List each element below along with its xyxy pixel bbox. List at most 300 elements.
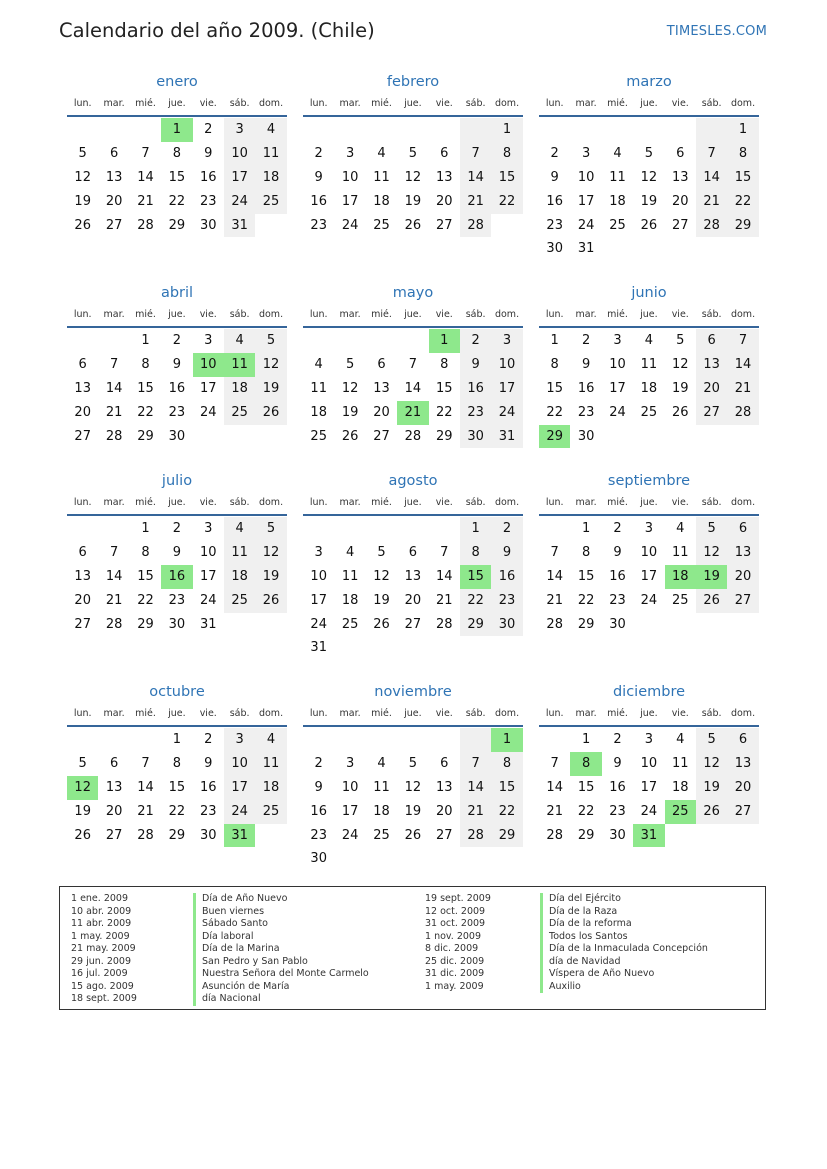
day-cell: 15 [168,169,186,185]
day-cell: 17 [341,193,359,209]
day-cell: 23 [609,592,626,608]
weekday-header [539,303,759,325]
day-cell: 22 [546,404,563,420]
day-empty [539,118,570,142]
month-julio [67,471,287,636]
day-cell: 10 [609,356,626,372]
day-cell: 17 [224,166,255,190]
day-cell: 4 [676,732,685,747]
weekday-label: mié. [607,496,628,508]
day-cell: 6 [408,544,417,560]
day-cell: 9 [613,755,622,771]
day-cell: 28 [546,827,563,843]
day-cell: 17 [577,193,595,209]
day-empty [570,118,601,142]
day-cell: 16 [199,169,217,185]
weekday-label: lun. [545,308,564,320]
holiday-day: 16 [161,565,192,589]
holiday-day: 15 [460,565,491,589]
day-cell: 25 [224,401,255,425]
day-cell: 19 [74,803,91,819]
day-empty [130,118,161,142]
day-cell: 20 [727,565,758,589]
day-cell: 29 [168,827,186,843]
day-empty [67,517,98,541]
day-cell: 2 [172,521,181,536]
day-cell: 3 [345,145,355,161]
day-cell: 19 [404,193,422,209]
day-cell: 18 [640,380,658,396]
weekday-header [67,92,287,114]
weekday-label: lun. [309,496,328,508]
day-cell: 14 [727,353,758,377]
day-cell: 17 [609,380,626,396]
legend-holiday-name: Sábado Santo [193,918,369,931]
holiday-day: 21 [397,401,428,425]
day-empty [539,728,570,752]
weekday-header [67,702,287,724]
day-grid [303,517,523,660]
weekday-label: vie. [199,496,217,508]
day-cell: 3 [314,544,323,560]
day-cell: 25 [255,800,286,824]
weekday-label: vie. [671,308,689,320]
day-cell: 2 [550,145,559,161]
day-cell: 24 [199,404,217,420]
day-empty [539,517,570,541]
day-cell: 15 [137,568,154,584]
month-noviembre [303,682,523,871]
header-divider [303,326,523,328]
day-cell: 19 [696,776,727,800]
day-cell: 28 [460,214,491,238]
day-cell: 24 [310,616,327,632]
day-cell: 21 [435,592,453,608]
day-cell: 13 [727,752,758,776]
day-cell: 14 [460,166,491,190]
day-cell: 6 [440,755,449,771]
day-cell: 26 [671,404,689,420]
weekday-label: dom. [258,496,284,508]
weekday-label: mar. [575,97,597,109]
day-cell: 8 [491,142,522,166]
day-cell: 1 [727,118,758,142]
day-cell: 2 [204,732,213,747]
legend-holiday-name: Víspera de Año Nuevo [540,968,708,981]
day-cell: 1 [141,521,150,536]
weekday-label: sáb. [701,496,722,508]
weekday-header [303,92,523,114]
weekday-label: jue. [640,308,658,320]
day-cell: 15 [727,166,758,190]
day-cell: 16 [168,380,186,396]
day-cell: 1 [460,517,491,541]
day-cell: 21 [727,377,758,401]
day-empty [429,517,460,541]
day-cell: 7 [460,752,491,776]
day-cell: 11 [224,541,255,565]
legend-dates-col-1 [71,893,137,1006]
day-empty [303,329,334,353]
weekday-label: jue. [404,707,422,719]
day-cell: 12 [640,169,658,185]
day-cell: 2 [460,329,491,353]
weekday-label: lun. [309,308,328,320]
legend-date: 8 dic. 2009 [425,943,479,954]
day-cell: 9 [550,169,559,185]
header-divider [67,514,287,516]
day-cell: 27 [696,401,727,425]
header-divider [67,326,287,328]
day-cell: 29 [137,616,154,632]
day-cell: 9 [172,356,181,372]
month-marzo [539,72,759,261]
day-cell: 26 [74,217,91,233]
day-cell: 1 [550,333,559,348]
day-cell: 22 [491,190,522,214]
weekday-label: dom. [494,97,520,109]
day-cell: 7 [727,329,758,353]
day-cell: 18 [609,193,626,209]
weekday-header [539,491,759,513]
day-cell: 31 [224,214,255,238]
day-cell: 25 [373,217,390,233]
day-cell: 13 [74,568,91,584]
month-agosto [303,471,523,660]
weekday-label: sáb. [465,308,486,320]
day-cell: 6 [78,356,87,372]
day-cell: 28 [727,401,758,425]
day-cell: 25 [341,616,359,632]
day-cell: 17 [640,779,658,795]
day-cell: 8 [172,755,181,771]
weekday-label: dom. [730,97,756,109]
day-empty [98,728,129,752]
day-cell: 20 [435,193,453,209]
day-cell: 30 [168,428,186,444]
day-cell: 24 [609,404,626,420]
legend-holiday-name: San Pedro y San Pablo [193,956,369,969]
day-cell: 13 [671,169,689,185]
day-cell: 25 [640,404,658,420]
legend-date: 16 jul. 2009 [71,968,128,979]
weekday-label: mar. [103,308,125,320]
day-cell: 2 [491,517,522,541]
legend-date: 1 nov. 2009 [425,930,481,942]
day-cell: 17 [199,568,217,584]
weekday-label: mar. [339,97,361,109]
weekday-label: vie. [671,707,689,719]
weekday-label: jue. [168,97,186,109]
day-empty [696,118,727,142]
day-cell: 24 [224,190,255,214]
day-cell: 2 [172,333,181,348]
day-cell: 23 [577,404,595,420]
day-cell: 28 [696,214,727,238]
day-cell: 24 [199,592,217,608]
day-cell: 26 [255,589,286,613]
month-name: junio [631,285,667,301]
weekday-label: mié. [371,707,392,719]
holiday-day: 19 [696,565,727,589]
day-cell: 28 [546,616,563,632]
day-cell: 27 [105,827,123,843]
day-empty [98,517,129,541]
day-cell: 12 [255,541,286,565]
day-cell: 8 [727,142,758,166]
day-cell: 15 [435,380,453,396]
weekday-label: vie. [435,97,453,109]
day-cell: 10 [199,544,217,560]
day-cell: 22 [168,193,186,209]
day-cell: 31 [491,425,522,449]
day-cell: 20 [696,377,727,401]
day-cell: 18 [373,193,390,209]
day-cell: 30 [546,241,563,257]
month-name: febrero [386,74,440,90]
day-cell: 30 [577,428,595,444]
month-name: septiembre [607,473,691,489]
legend-holiday-name: Día de Año Nuevo [193,893,369,906]
day-cell: 11 [373,779,390,795]
day-empty [67,728,98,752]
header-divider [67,725,287,727]
day-cell: 10 [640,755,658,771]
day-cell: 3 [644,732,653,747]
site-link[interactable]: TIMESLES.COM [666,24,767,39]
day-cell: 27 [671,217,689,233]
day-cell: 18 [310,404,327,420]
month-name: julio [161,473,193,489]
weekday-label: dom. [494,496,520,508]
day-grid [539,118,759,261]
holiday-day: 18 [665,565,696,589]
weekday-label: mié. [135,97,156,109]
day-empty [366,118,397,142]
day-empty [397,728,428,752]
month-name: mayo [392,285,434,301]
day-cell: 27 [404,616,422,632]
weekday-label: sáb. [701,707,722,719]
day-cell: 12 [404,169,422,185]
day-cell: 24 [577,217,595,233]
day-grid [303,728,523,871]
day-cell: 17 [199,380,217,396]
day-cell: 20 [105,803,123,819]
weekday-label: mié. [371,496,392,508]
month-enero [67,72,287,237]
day-empty [303,118,334,142]
day-cell: 18 [255,166,286,190]
day-cell: 4 [377,755,386,771]
day-cell: 19 [373,592,390,608]
day-cell: 9 [460,353,491,377]
day-cell: 13 [435,779,453,795]
day-cell: 10 [224,752,255,776]
day-cell: 28 [105,428,123,444]
day-cell: 13 [105,779,123,795]
header-divider [539,326,759,328]
day-cell: 8 [141,356,150,372]
day-cell: 3 [345,755,355,771]
weekday-label: sáb. [465,496,486,508]
day-cell: 1 [172,732,181,747]
holiday-day: 29 [539,425,570,449]
day-cell: 12 [373,568,390,584]
day-cell: 19 [255,565,286,589]
day-cell: 30 [609,827,626,843]
day-cell: 5 [644,145,653,161]
day-cell: 8 [550,356,559,372]
day-cell: 14 [546,568,563,584]
day-cell: 19 [640,193,658,209]
legend-dates-col-2 [425,893,491,993]
day-cell: 30 [310,851,327,867]
day-cell: 11 [671,544,689,560]
day-cell: 26 [640,217,658,233]
legend-holiday-name: día Nacional [193,993,369,1006]
day-empty [633,118,664,142]
day-cell: 10 [640,544,658,560]
day-cell: 21 [137,193,154,209]
day-cell: 8 [581,544,591,560]
day-cell: 16 [310,803,327,819]
day-cell: 24 [491,401,522,425]
day-cell: 26 [696,589,727,613]
day-empty [98,118,129,142]
day-cell: 9 [204,145,213,161]
day-cell: 27 [727,800,758,824]
day-grid [67,329,287,448]
header-divider [539,115,759,117]
weekday-header [303,303,523,325]
day-cell: 3 [204,333,213,348]
legend-date: 15 ago. 2009 [71,980,134,992]
day-cell: 18 [341,592,359,608]
weekday-label: jue. [404,308,422,320]
day-cell: 8 [491,752,522,776]
day-cell: 24 [640,592,658,608]
day-cell: 23 [310,217,327,233]
day-cell: 27 [435,217,453,233]
day-cell: 11 [255,752,286,776]
day-cell: 2 [581,333,591,348]
day-cell: 11 [640,356,658,372]
day-cell: 18 [671,779,689,795]
day-cell: 3 [644,521,653,536]
weekday-label: lun. [545,496,564,508]
day-cell: 6 [109,755,119,771]
weekday-label: lun. [73,308,92,320]
day-cell: 30 [609,616,626,632]
day-cell: 3 [581,145,591,161]
day-cell: 14 [105,380,123,396]
day-cell: 22 [137,592,154,608]
weekday-header [67,303,287,325]
day-cell: 1 [581,521,591,536]
day-cell: 15 [491,166,522,190]
legend-date: 12 oct. 2009 [425,905,486,917]
holiday-day: 1 [429,329,460,353]
legend-holiday-name: Buen viernes [193,906,369,919]
day-grid [539,517,759,636]
day-cell: 24 [224,800,255,824]
day-cell: 22 [577,592,595,608]
legend-holiday-name: Día laboral [193,931,369,944]
day-cell: 11 [671,755,689,771]
day-cell: 13 [404,568,422,584]
legend-date: 31 dic. 2009 [425,968,485,979]
holiday-day: 31 [224,824,255,848]
day-cell: 4 [676,521,685,536]
day-cell: 12 [74,169,91,185]
day-cell: 6 [727,728,758,752]
day-cell: 9 [314,779,323,795]
day-cell: 18 [255,776,286,800]
month-febrero [303,72,523,237]
day-empty [67,329,98,353]
day-cell: 10 [224,142,255,166]
day-cell: 30 [199,217,217,233]
day-cell: 29 [491,824,522,848]
weekday-label: vie. [199,707,217,719]
weekday-header [67,491,287,513]
day-cell: 7 [408,356,417,372]
day-cell: 14 [546,779,563,795]
day-cell: 20 [74,404,91,420]
weekday-label: vie. [199,97,217,109]
day-cell: 3 [204,521,213,536]
day-grid [539,728,759,847]
month-octubre [67,682,287,847]
day-cell: 24 [341,827,359,843]
legend-date: 1 ene. 2009 [71,893,128,904]
day-cell: 27 [105,217,123,233]
weekday-label: mié. [607,707,628,719]
day-cell: 6 [696,329,727,353]
weekday-label: jue. [168,496,186,508]
day-cell: 28 [137,217,154,233]
day-cell: 29 [460,613,491,637]
day-cell: 29 [727,214,758,238]
weekday-label: mar. [103,707,125,719]
weekday-label: jue. [640,496,658,508]
day-cell: 11 [255,142,286,166]
weekday-label: jue. [404,496,422,508]
day-cell: 25 [671,592,689,608]
header-divider [303,115,523,117]
weekday-label: mié. [371,97,392,109]
day-cell: 31 [577,241,595,257]
month-septiembre [539,471,759,636]
day-cell: 13 [74,380,91,396]
day-cell: 28 [105,616,123,632]
day-cell: 13 [696,353,727,377]
day-cell: 7 [550,544,559,560]
weekday-label: lun. [545,97,564,109]
weekday-label: lun. [73,496,92,508]
day-cell: 7 [440,544,449,560]
legend-holiday-name: Asunción de María [193,981,369,994]
day-cell: 30 [168,616,186,632]
legend-holiday-name: Día de la reforma [540,918,708,931]
day-cell: 9 [204,755,213,771]
day-cell: 28 [460,824,491,848]
weekday-label: jue. [640,97,658,109]
weekday-label: vie. [435,308,453,320]
header-divider [303,514,523,516]
day-cell: 15 [577,779,595,795]
